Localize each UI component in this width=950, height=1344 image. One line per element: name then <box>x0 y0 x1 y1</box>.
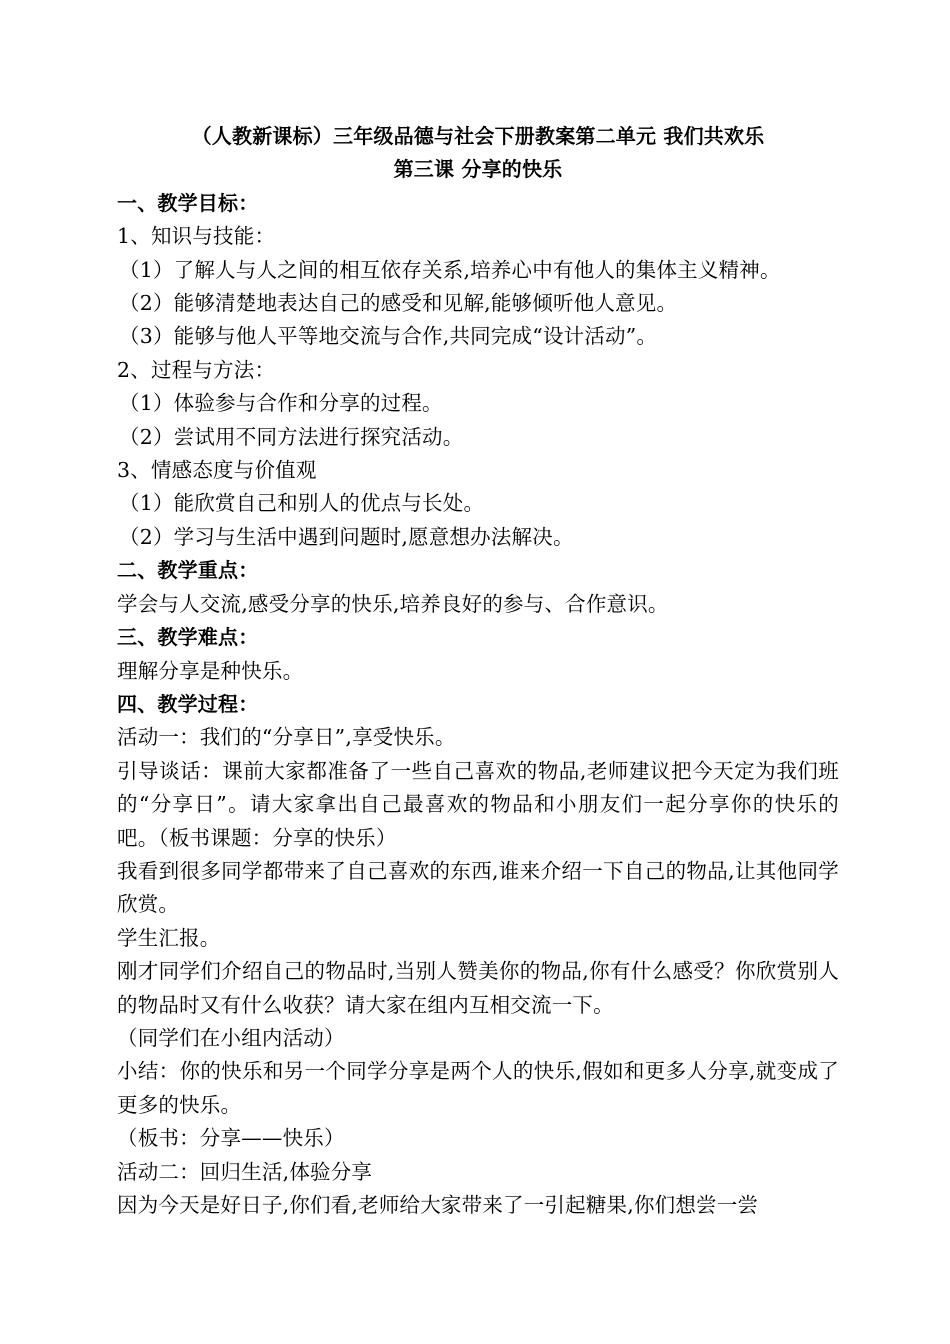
process-paragraph: （板书：分享——快乐） <box>117 1126 345 1151</box>
process-paragraph: 小结：你的快乐和另一个同学分享是两个人的快乐,假如和更多人分享,就变成了更多的快乐。 <box>117 1059 839 1117</box>
document-body <box>117 120 839 1222</box>
process-paragraph: 我看到很多同学都带来了自己喜欢的东西,谁来介绍一下自己的物品,让其他同学欣赏。 <box>117 858 839 917</box>
section-heading-key-points: 二、教学重点： <box>117 558 259 583</box>
list-item: （2）学习与生活中遇到问题时,愿意想办法解决。 <box>119 524 574 549</box>
list-item: （3）能够与他人平等地交流与合作,共同完成“设计活动”。 <box>119 324 658 349</box>
process-paragraph: 引导谈话：课前大家都准备了一些自己喜欢的物品,老师建议把今天定为我们班的“分享日”。请大家拿出自己最喜欢的物品和小朋友们一起分享你的快乐的吧。（板书课题：分享的快乐） <box>117 758 839 850</box>
list-item: （1）体验参与合作和分享的过程。 <box>119 391 443 416</box>
subheading-attitudes-values: 3、情感态度与价值观 <box>117 458 317 483</box>
key-points-text: 学会与人交流,感受分享的快乐,培养良好的参与、合作意识。 <box>117 591 669 616</box>
lesson-title: 第三课 分享的快乐 <box>393 157 563 182</box>
process-paragraph: （同学们在小组内活动） <box>117 1025 345 1050</box>
list-item: （1）了解人与人之间的相互依存关系,培养心中有他人的集体主义精神。 <box>119 257 781 282</box>
list-item: （2）尝试用不同方法进行探究活动。 <box>119 424 464 449</box>
process-paragraph: 活动二：回归生活,体验分享 <box>117 1159 373 1184</box>
section-heading-process: 四、教学过程： <box>117 691 259 716</box>
section-heading-objectives: 一、教学目标： <box>117 190 259 215</box>
document-title: （人教新课标）三年级品德与社会下册教案第二单元 我们共欢乐 <box>191 124 765 148</box>
list-item: （2）能够清楚地表达自己的感受和见解,能够倾听他人意见。 <box>119 291 678 316</box>
process-paragraph: 因为今天是好日子,你们看,老师给大家带来了一引起糖果,你们想尝一尝 <box>117 1193 759 1217</box>
process-paragraph: 学生汇报。 <box>117 925 221 950</box>
section-heading-difficulties: 三、教学难点： <box>117 625 259 650</box>
difficulties-text: 理解分享是种快乐。 <box>117 658 304 683</box>
subheading-process-methods: 2、过程与方法： <box>117 357 276 382</box>
list-item: （1）能欣赏自己和别人的优点与长处。 <box>119 491 485 516</box>
process-paragraph: 活动一：我们的“分享日”,享受快乐。 <box>117 725 456 750</box>
subheading-knowledge-skills: 1、知识与技能： <box>117 224 276 249</box>
process-paragraph: 刚才同学们介绍自己的物品时,当别人赞美你的物品,你有什么感受？你欣赏别人的物品时又有什么收获？请大家在组内互相交流一下。 <box>117 959 839 1017</box>
